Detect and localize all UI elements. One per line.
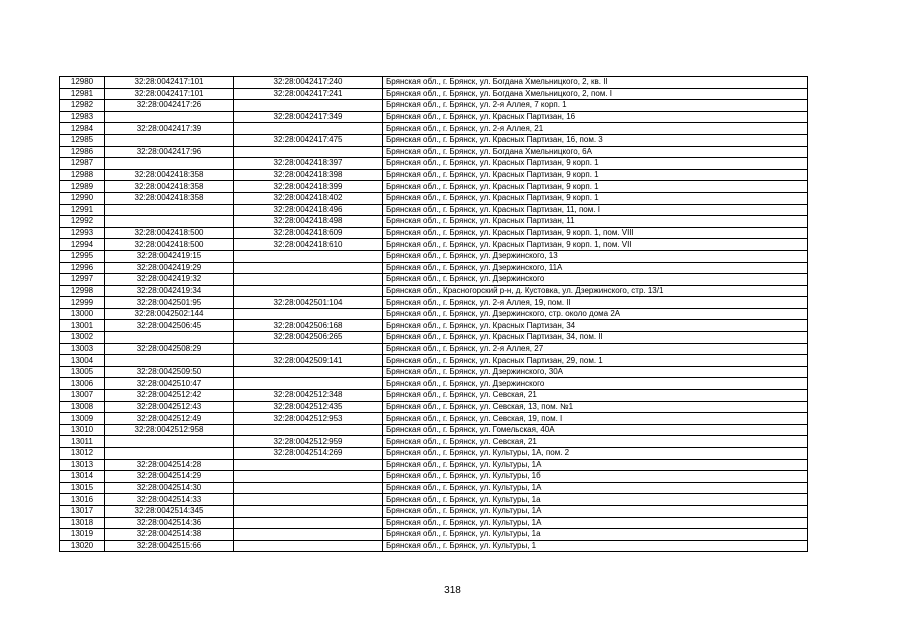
parcel-number-cell: 32:28:0042514:28: [105, 459, 234, 471]
table-row: [60, 274, 808, 286]
table-row: [60, 355, 808, 367]
address-cell: Брянская обл., г. Брянск, ул. Севская, 19, пом. I: [383, 413, 808, 425]
row-number-cell: 12992: [60, 216, 105, 228]
object-number-cell: [234, 482, 383, 494]
table-row: [60, 158, 808, 170]
object-number-cell: 32:28:0042418:399: [234, 181, 383, 193]
object-number-cell: 32:28:0042501:104: [234, 297, 383, 309]
address-cell: Брянская обл., г. Брянск, ул. Дзержинского, стр. около дома 2А: [383, 308, 808, 320]
address-cell: Брянская обл., г. Брянск, ул. 2-я Аллея, 27: [383, 343, 808, 355]
address-cell: Брянская обл., г. Брянск, ул. Культуры, 1А, пом. 2: [383, 448, 808, 460]
row-number-cell: 13009: [60, 413, 105, 425]
parcel-number-cell: 32:28:0042417:101: [105, 77, 234, 89]
object-number-cell: 32:28:0042418:609: [234, 227, 383, 239]
table-row: [60, 401, 808, 413]
address-cell: Брянская обл., г. Брянск, ул. Дзержинского, 30А: [383, 366, 808, 378]
table-row: [60, 134, 808, 146]
row-number-cell: 13006: [60, 378, 105, 390]
parcel-number-cell: [105, 158, 234, 170]
table-row: [60, 285, 808, 297]
address-cell: Брянская обл., г. Брянск, ул. Культуры, 1А: [383, 459, 808, 471]
row-number-cell: 13002: [60, 332, 105, 344]
parcel-number-cell: 32:28:0042512:43: [105, 401, 234, 413]
address-cell: Брянская обл., г. Брянск, ул. Богдана Хмельницкого, 6А: [383, 146, 808, 158]
parcel-number-cell: [105, 204, 234, 216]
row-number-cell: 12990: [60, 192, 105, 204]
address-cell: Брянская обл., г. Брянск, ул. Красных Партизан, 11: [383, 216, 808, 228]
object-number-cell: [234, 540, 383, 552]
object-number-cell: [234, 505, 383, 517]
parcel-number-cell: [105, 134, 234, 146]
parcel-number-cell: 32:28:0042417:39: [105, 123, 234, 135]
object-number-cell: 32:28:0042417:475: [234, 134, 383, 146]
row-number-cell: 13007: [60, 390, 105, 402]
row-number-cell: 13015: [60, 482, 105, 494]
object-number-cell: [234, 529, 383, 541]
object-number-cell: 32:28:0042418:496: [234, 204, 383, 216]
parcel-number-cell: 32:28:0042418:500: [105, 227, 234, 239]
object-number-cell: 32:28:0042512:953: [234, 413, 383, 425]
table-row: [60, 216, 808, 228]
table-row: [60, 448, 808, 460]
parcel-number-cell: [105, 436, 234, 448]
table-row: [60, 123, 808, 135]
row-number-cell: 13013: [60, 459, 105, 471]
address-cell: Брянская обл., г. Брянск, ул. Дзержинского: [383, 274, 808, 286]
address-cell: Брянская обл., г. Брянск, ул. Красных Партизан, 9 корп. 1, пом. VIII: [383, 227, 808, 239]
table-row: [60, 343, 808, 355]
object-number-cell: [234, 366, 383, 378]
parcel-number-cell: 32:28:0042514:30: [105, 482, 234, 494]
object-number-cell: [234, 250, 383, 262]
address-cell: Брянская обл., г. Брянск, ул. Культуры, 1А: [383, 505, 808, 517]
table-row: [60, 111, 808, 123]
table-row: [60, 436, 808, 448]
parcel-number-cell: 32:28:0042418:500: [105, 239, 234, 251]
address-cell: Брянская обл., г. Брянск, ул. Красных Партизан, 34, пом. II: [383, 332, 808, 344]
object-number-cell: 32:28:0042417:349: [234, 111, 383, 123]
parcel-number-cell: 32:28:0042419:29: [105, 262, 234, 274]
parcel-number-cell: [105, 332, 234, 344]
row-number-cell: 12985: [60, 134, 105, 146]
address-cell: Брянская обл., г. Брянск, ул. Красных Партизан, 16, пом. 3: [383, 134, 808, 146]
object-number-cell: [234, 424, 383, 436]
parcel-number-cell: [105, 111, 234, 123]
table-row: [60, 424, 808, 436]
row-number-cell: 12981: [60, 88, 105, 100]
address-cell: Брянская обл., г. Брянск, ул. Красных Партизан, 29, пом. 1: [383, 355, 808, 367]
address-cell: Брянская обл., г. Брянск, ул. Культуры, 1а: [383, 529, 808, 541]
object-number-cell: [234, 123, 383, 135]
row-number-cell: 12982: [60, 100, 105, 112]
cadastral-table: [59, 76, 808, 552]
parcel-number-cell: 32:28:0042418:358: [105, 181, 234, 193]
row-number-cell: 12998: [60, 285, 105, 297]
row-number-cell: 12986: [60, 146, 105, 158]
row-number-cell: 13019: [60, 529, 105, 541]
object-number-cell: 32:28:0042512:435: [234, 401, 383, 413]
address-cell: Брянская обл., г. Брянск, ул. Красных Партизан, 9 корп. 1: [383, 169, 808, 181]
object-number-cell: 32:28:0042418:397: [234, 158, 383, 170]
table-row: [60, 146, 808, 158]
row-number-cell: 12989: [60, 181, 105, 193]
object-number-cell: 32:28:0042506:265: [234, 332, 383, 344]
address-cell: Брянская обл., г. Брянск, ул. Красных Партизан, 9 корп. 1: [383, 158, 808, 170]
table-row: [60, 332, 808, 344]
row-number-cell: 12995: [60, 250, 105, 262]
address-cell: Брянская обл., г. Брянск, ул. Красных Партизан, 34: [383, 320, 808, 332]
row-number-cell: 12988: [60, 169, 105, 181]
address-cell: Брянская обл., г. Брянск, ул. Севская, 13, пом. №1: [383, 401, 808, 413]
object-number-cell: [234, 343, 383, 355]
table-row: [60, 505, 808, 517]
object-number-cell: [234, 459, 383, 471]
row-number-cell: 12980: [60, 77, 105, 89]
object-number-cell: [234, 100, 383, 112]
row-number-cell: 13018: [60, 517, 105, 529]
row-number-cell: 12999: [60, 297, 105, 309]
object-number-cell: 32:28:0042506:168: [234, 320, 383, 332]
object-number-cell: [234, 285, 383, 297]
row-number-cell: 12983: [60, 111, 105, 123]
object-number-cell: [234, 494, 383, 506]
object-number-cell: 32:28:0042417:241: [234, 88, 383, 100]
table-row: [60, 204, 808, 216]
table-row: [60, 390, 808, 402]
object-number-cell: 32:28:0042417:240: [234, 77, 383, 89]
parcel-number-cell: [105, 448, 234, 460]
row-number-cell: 13017: [60, 505, 105, 517]
row-number-cell: 13016: [60, 494, 105, 506]
parcel-number-cell: 32:28:0042506:45: [105, 320, 234, 332]
parcel-number-cell: 32:28:0042514:29: [105, 471, 234, 483]
row-number-cell: 13000: [60, 308, 105, 320]
address-cell: Брянская обл., г. Брянск, ул. Культуры, 1А: [383, 517, 808, 529]
address-cell: Брянская обл., г. Брянск, ул. Гомельская, 40А: [383, 424, 808, 436]
object-number-cell: 32:28:0042418:498: [234, 216, 383, 228]
table-row: [60, 459, 808, 471]
table-row: [60, 169, 808, 181]
table-row: [60, 471, 808, 483]
table-row: [60, 239, 808, 251]
row-number-cell: 13008: [60, 401, 105, 413]
parcel-number-cell: [105, 355, 234, 367]
object-number-cell: [234, 274, 383, 286]
address-cell: Брянская обл., г. Брянск, ул. Богдана Хмельницкого, 2, кв. II: [383, 77, 808, 89]
object-number-cell: [234, 146, 383, 158]
table-row: [60, 308, 808, 320]
parcel-number-cell: 32:28:0042417:96: [105, 146, 234, 158]
parcel-number-cell: 32:28:0042512:42: [105, 390, 234, 402]
table-row: [60, 378, 808, 390]
address-cell: Брянская обл., г. Брянск, ул. Дзержинского, 11А: [383, 262, 808, 274]
address-cell: Брянская обл., г. Брянск, ул. Красных Партизан, 11, пом. I: [383, 204, 808, 216]
table-row: [60, 88, 808, 100]
object-number-cell: 32:28:0042418:610: [234, 239, 383, 251]
row-number-cell: 13012: [60, 448, 105, 460]
parcel-number-cell: 32:28:0042418:358: [105, 192, 234, 204]
object-number-cell: 32:28:0042512:348: [234, 390, 383, 402]
parcel-number-cell: [105, 216, 234, 228]
address-cell: Брянская обл., г. Брянск, ул. Севская, 21: [383, 436, 808, 448]
object-number-cell: 32:28:0042512:959: [234, 436, 383, 448]
parcel-number-cell: 32:28:0042510:47: [105, 378, 234, 390]
row-number-cell: 13010: [60, 424, 105, 436]
row-number-cell: 13003: [60, 343, 105, 355]
table-row: [60, 262, 808, 274]
row-number-cell: 12987: [60, 158, 105, 170]
parcel-number-cell: 32:28:0042515:66: [105, 540, 234, 552]
object-number-cell: 32:28:0042509:141: [234, 355, 383, 367]
parcel-number-cell: 32:28:0042419:32: [105, 274, 234, 286]
parcel-number-cell: 32:28:0042508:29: [105, 343, 234, 355]
address-cell: Брянская обл., г. Брянск, ул. Красных Партизан, 16: [383, 111, 808, 123]
row-number-cell: 12993: [60, 227, 105, 239]
parcel-number-cell: 32:28:0042514:33: [105, 494, 234, 506]
table-row: [60, 192, 808, 204]
row-number-cell: 13005: [60, 366, 105, 378]
parcel-number-cell: 32:28:0042514:38: [105, 529, 234, 541]
object-number-cell: 32:28:0042514:269: [234, 448, 383, 460]
parcel-number-cell: 32:28:0042417:26: [105, 100, 234, 112]
row-number-cell: 12994: [60, 239, 105, 251]
object-number-cell: [234, 308, 383, 320]
row-number-cell: 12996: [60, 262, 105, 274]
table-row: [60, 250, 808, 262]
table-row: [60, 320, 808, 332]
parcel-number-cell: 32:28:0042514:345: [105, 505, 234, 517]
table-row: [60, 529, 808, 541]
address-cell: Брянская обл., г. Брянск, ул. Культуры, 1А: [383, 482, 808, 494]
parcel-number-cell: 32:28:0042514:36: [105, 517, 234, 529]
row-number-cell: 13011: [60, 436, 105, 448]
address-cell: Брянская обл., г. Брянск, ул. Культуры, 1: [383, 540, 808, 552]
table-row: [60, 100, 808, 112]
row-number-cell: 12991: [60, 204, 105, 216]
object-number-cell: [234, 262, 383, 274]
parcel-number-cell: 32:28:0042419:34: [105, 285, 234, 297]
table-row: [60, 181, 808, 193]
object-number-cell: [234, 471, 383, 483]
object-number-cell: 32:28:0042418:398: [234, 169, 383, 181]
table-row: [60, 297, 808, 309]
parcel-number-cell: 32:28:0042419:15: [105, 250, 234, 262]
table-row: [60, 482, 808, 494]
address-cell: Брянская обл., г. Брянск, ул. Красных Партизан, 9 корп. 1: [383, 181, 808, 193]
address-cell: Брянская обл., г. Брянск, ул. 2-я Аллея, 7 корп. 1: [383, 100, 808, 112]
address-cell: Брянская обл., Красногорский р-н, д. Кустовка, ул. Дзержинского, стр. 13/1: [383, 285, 808, 297]
row-number-cell: 12984: [60, 123, 105, 135]
address-cell: Брянская обл., г. Брянск, ул. Культуры, 1б: [383, 471, 808, 483]
row-number-cell: 12997: [60, 274, 105, 286]
address-cell: Брянская обл., г. Брянск, ул. 2-я Аллея, 21: [383, 123, 808, 135]
table-row: [60, 77, 808, 89]
table-row: [60, 366, 808, 378]
row-number-cell: 13020: [60, 540, 105, 552]
table-body: [60, 77, 808, 552]
address-cell: Брянская обл., г. Брянск, ул. Дзержинского, 13: [383, 250, 808, 262]
parcel-number-cell: 32:28:0042501:95: [105, 297, 234, 309]
table-row: [60, 227, 808, 239]
address-cell: Брянская обл., г. Брянск, ул. 2-я Аллея, 19, пом. II: [383, 297, 808, 309]
address-cell: Брянская обл., г. Брянск, ул. Культуры, 1а: [383, 494, 808, 506]
table-row: [60, 494, 808, 506]
object-number-cell: [234, 517, 383, 529]
address-cell: Брянская обл., г. Брянск, ул. Красных Партизан, 9 корп. 1, пом. VII: [383, 239, 808, 251]
parcel-number-cell: 32:28:0042512:958: [105, 424, 234, 436]
table-row: [60, 540, 808, 552]
row-number-cell: 13001: [60, 320, 105, 332]
parcel-number-cell: 32:28:0042512:49: [105, 413, 234, 425]
address-cell: Брянская обл., г. Брянск, ул. Красных Партизан, 9 корп. 1: [383, 192, 808, 204]
table-row: [60, 517, 808, 529]
parcel-number-cell: 32:28:0042418:358: [105, 169, 234, 181]
address-cell: Брянская обл., г. Брянск, ул. Богдана Хмельницкого, 2, пом. I: [383, 88, 808, 100]
object-number-cell: [234, 378, 383, 390]
object-number-cell: 32:28:0042418:402: [234, 192, 383, 204]
page-number: 318: [444, 585, 461, 596]
table-row: [60, 413, 808, 425]
row-number-cell: 13014: [60, 471, 105, 483]
parcel-number-cell: 32:28:0042502:144: [105, 308, 234, 320]
parcel-number-cell: 32:28:0042417:101: [105, 88, 234, 100]
row-number-cell: 13004: [60, 355, 105, 367]
parcel-number-cell: 32:28:0042509:50: [105, 366, 234, 378]
address-cell: Брянская обл., г. Брянск, ул. Севская, 21: [383, 390, 808, 402]
address-cell: Брянская обл., г. Брянск, ул. Дзержинского: [383, 378, 808, 390]
